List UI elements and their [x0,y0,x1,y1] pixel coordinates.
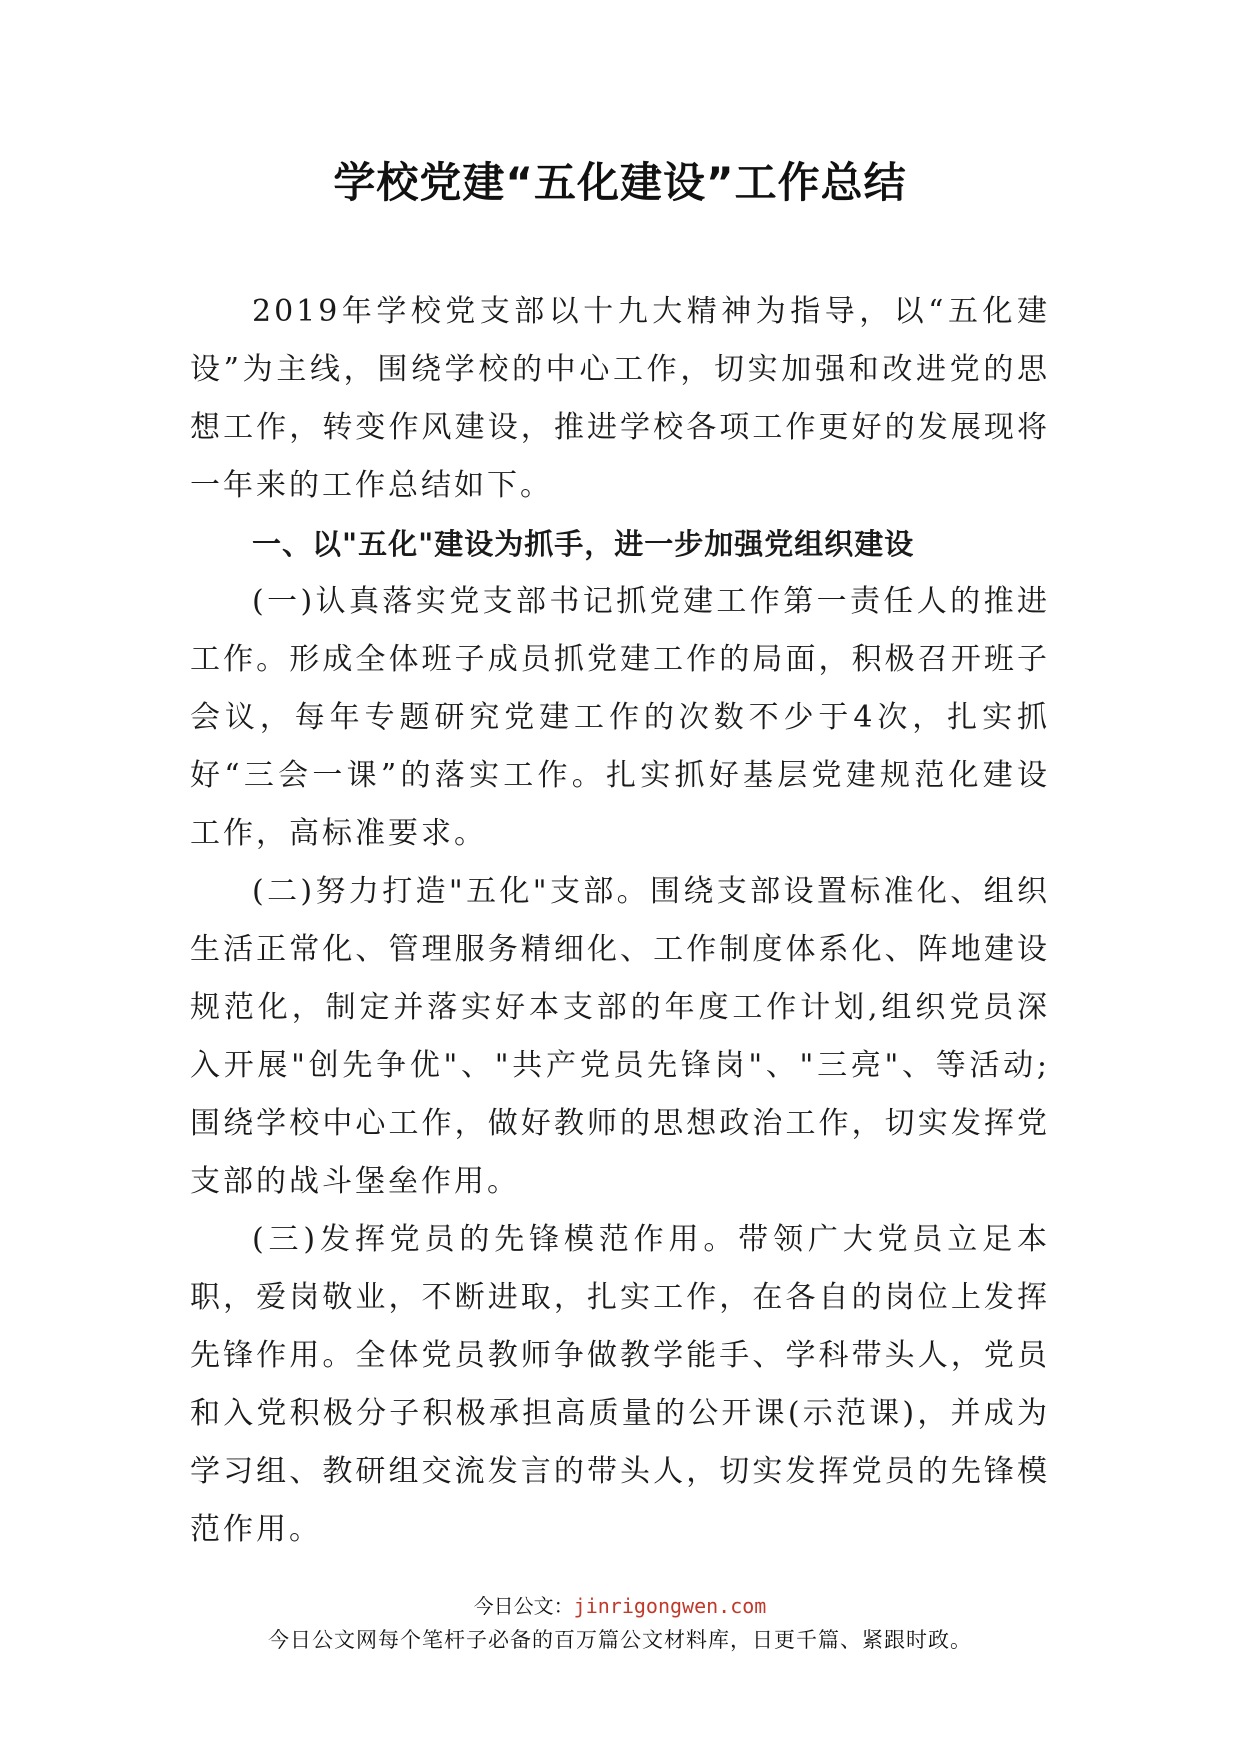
section-heading-1: 一、以"五化"建设为抓手，进一步加强党组织建设 [252,527,915,561]
section-item-3: (三)发挥党员的先锋模范作用。带领广大党员立足本职，爱岗敬业，不断进取，扎实工作，在各自的岗位上发挥先锋作用。全体党员教师争做教学能手、学科带头人，党员和入党积极分子积极承担高质量的公开课(示范课)，并成为学习组、教研组交流发言的带头人，切实发挥党员的先锋模范作用。 [190,1222,1050,1547]
document-title: 学校党建“五化建设”工作总结 [333,158,907,207]
footer-label: 今日公文： [473,1594,574,1618]
document-body [190,283,1050,1559]
footer-site-link[interactable]: jinrigongwen.com [573,1594,767,1618]
intro-paragraph: 2019年学校党支部以十九大精神为指导，以“五化建设”为主线，围绕学校的中心工作，切实加强和改进党的思想工作，转变作风建设，推进学校各项工作更好的发展现将一年来的工作总结如下。 [190,294,1050,503]
section-item-1: (一)认真落实党支部书记抓党建工作第一责任人的推进工作。形成全体班子成员抓党建工作的局面，积极召开班子会议，每年专题研究党建工作的次数不少于4次，扎实抓好“三会一课”的落实工作。扎实抓好基层党建规范化建设工作，高标准要求。 [190,584,1050,851]
footer-source [0,1590,1240,1619]
section-item-2: (二)努力打造"五化"支部。围绕支部设置标准化、组织生活正常化、管理服务精细化、工作制度体系化、阵地建设规范化，制定并落实好本支部的年度工作计划,组织党员深入开展"创先争优"、"共产党员先锋岗"、"三亮"、等活动;围绕学校中心工作，做好教师的思想政治工作，切实发挥党支部的战斗堡垒作用。 [190,874,1050,1199]
footer-tagline: 今日公文网每个笔杆子必备的百万篇公文材料库，日更千篇、紧跟时政。 [268,1628,972,1652]
